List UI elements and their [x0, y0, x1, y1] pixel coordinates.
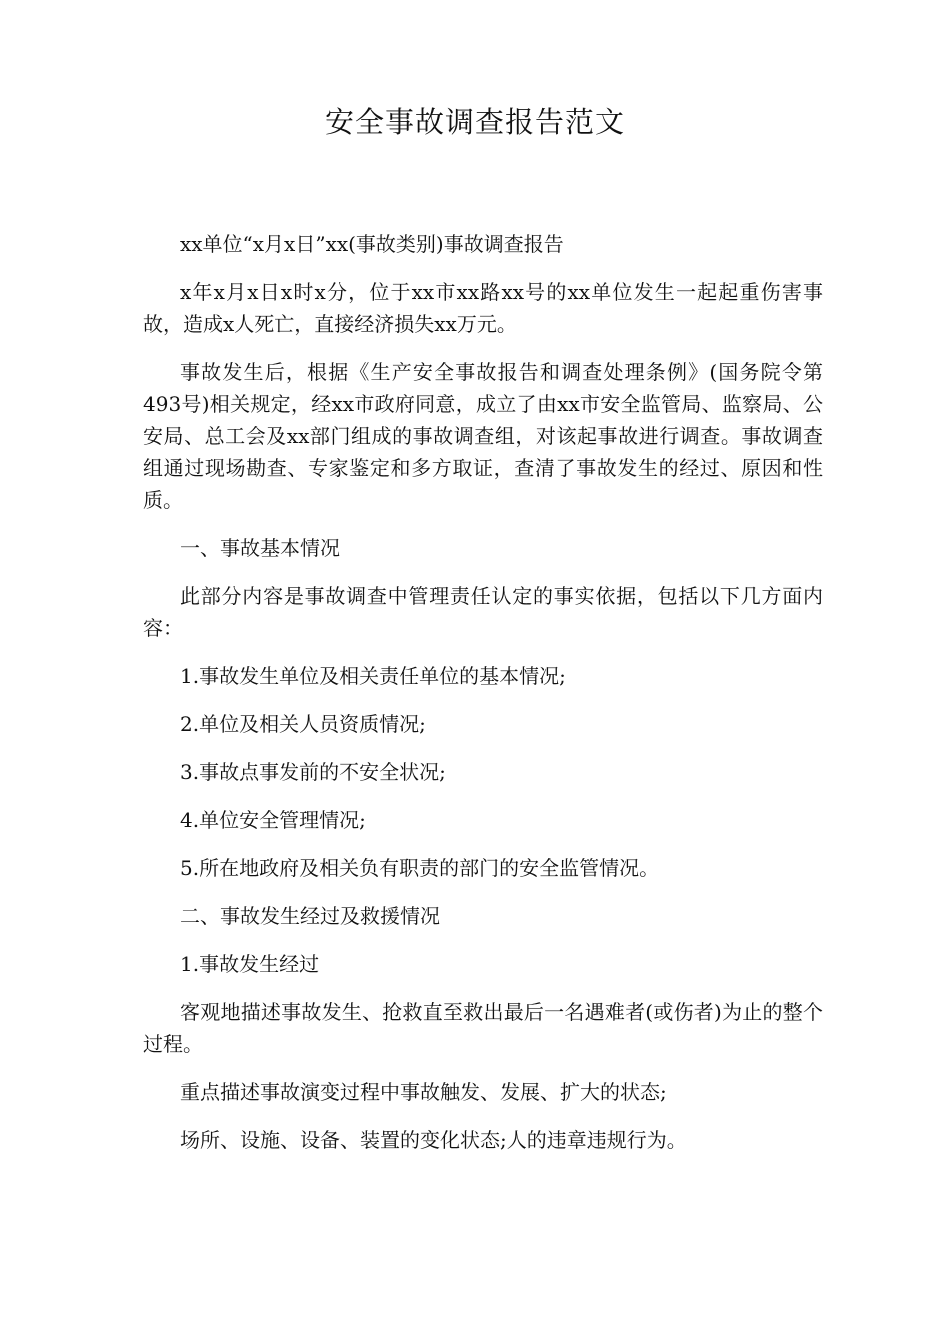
- paragraph-basic-info-intro: 此部分内容是事故调查中管理责任认定的事实依据，包括以下几方面内容：: [143, 584, 823, 640]
- document-body: [143, 228, 823, 1172]
- paragraph-process-description: 客观地描述事故发生、抢救直至救出最后一名遇难者(或伤者)为止的整个过程。: [143, 1000, 823, 1056]
- list-item: 5.所在地政府及相关负有职责的部门的安全监管情况。: [180, 856, 660, 880]
- list-item: 1.事故发生单位及相关责任单位的基本情况;: [180, 664, 566, 688]
- paragraph-conditions: 场所、设施、设备、装置的变化状态;人的违章违规行为。: [180, 1128, 687, 1152]
- document-title: 安全事故调查报告范文: [324, 105, 625, 139]
- list-item: 4.单位安全管理情况;: [180, 808, 366, 832]
- section-heading-rescue: 二、事故发生经过及救援情况: [180, 904, 440, 928]
- paragraph-accident-summary: x年x月x日x时x分，位于xx市xx路xx号的xx单位发生一起起重伤害事故，造成x人死亡，直接经济损失xx万元。: [143, 280, 823, 336]
- list-item: 2.单位及相关人员资质情况;: [180, 712, 426, 736]
- paragraph-focus: 重点描述事故演变过程中事故触发、发展、扩大的状态;: [180, 1080, 667, 1104]
- paragraph-investigation: 事故发生后，根据《生产安全事故报告和调查处理条例》(国务院令第493号)相关规定，经xx市政府同意，成立了由xx市安全监管局、监察局、公安局、总工会及xx部门组成的事故调查组，对该起事故进行调查。事故调查组通过现场勘查、专家鉴定和多方取证，查清了事故发生的经过、原因和性质。: [143, 360, 823, 512]
- subsection-heading-process: 1.事故发生经过: [180, 952, 320, 976]
- section-heading-basic-info: 一、事故基本情况: [180, 536, 340, 560]
- report-heading: xx单位“x月x日”xx(事故类别)事故调查报告: [180, 232, 564, 256]
- list-item: 3.事故点事发前的不安全状况;: [180, 760, 446, 784]
